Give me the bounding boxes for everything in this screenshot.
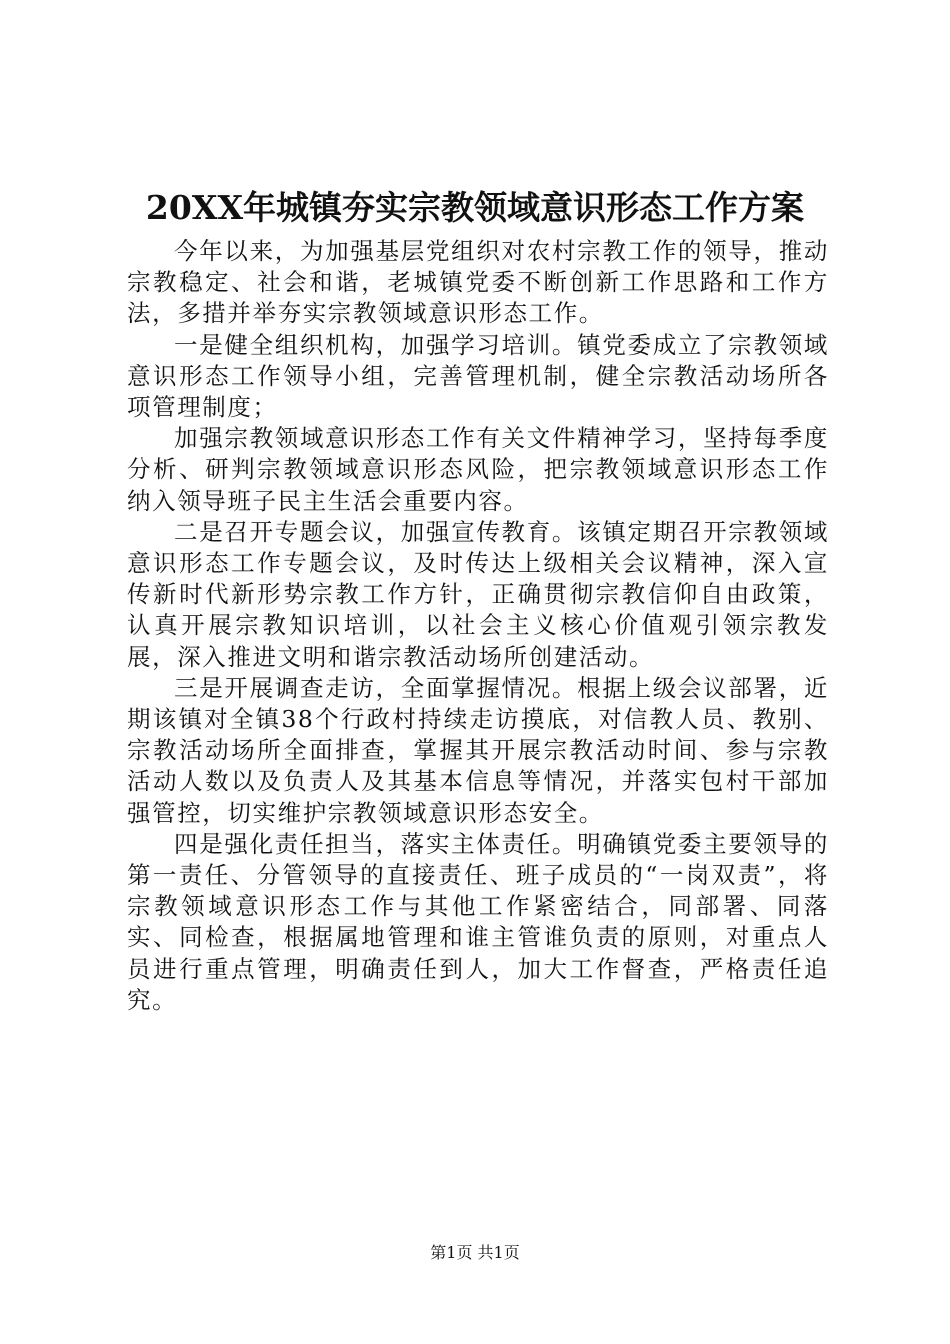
document-body: [127, 236, 829, 1016]
paragraph-intro: 今年以来，为加强基层党组织对农村宗教工作的领导，推动宗教稳定、社会和谐，老城镇党委不断创新工作思路和工作方法，多措并举夯实宗教领域意识形态工作。: [127, 237, 829, 328]
paragraph-organization: 一是健全组织机构，加强学习培训。镇党委成立了宗教领域意识形态工作领导小组，完善管理机制，健全宗教活动场所各项管理制度；: [127, 330, 829, 422]
paragraph-study: 加强宗教领域意识形态工作有关文件精神学习，坚持每季度分析、研判宗教领域意识形态风险，把宗教领域意识形态工作纳入领导班子民主生活会重要内容。: [127, 424, 829, 515]
paragraph-survey: 三是开展调查走访，全面掌握情况。根据上级会议部署，近期该镇对全镇38个行政村持续走访摸底，对信教人员、教别、宗教活动场所全面排查，掌握其开展宗教活动时间、参与宗教活动人数以及负责人及其基本信息等情况，并落实包村干部加强管控，切实维护宗教领域意识形态安全。: [127, 673, 829, 827]
page-number: 第1页 共1页: [430, 1243, 520, 1262]
paragraph-responsibility: 四是强化责任担当，落实主体责任。明确镇党委主要领导的第一责任、分管领导的直接责任、班子成员的“一岗双责”，将宗教领域意识形态工作与其他工作紧密结合，同部署、同落实、同检查，根据属地管理和谁主管谁负责的原则，对重点人员进行重点管理，明确责任到人，加大工作督查，严格责任追究。: [127, 829, 829, 1014]
paragraph-meetings: 二是召开专题会议，加强宣传教育。该镇定期召开宗教领域意识形态工作专题会议，及时传达上级相关会议精神，深入宣传新时代新形势宗教工作方针，正确贯彻宗教信仰自由政策，认真开展宗教知识培训，以社会主义核心价值观引领宗教发展，深入推进文明和谐宗教活动场所创建活动。: [127, 517, 829, 671]
document-title: 20XX年城镇夯实宗教领域意识形态工作方案: [145, 188, 805, 227]
